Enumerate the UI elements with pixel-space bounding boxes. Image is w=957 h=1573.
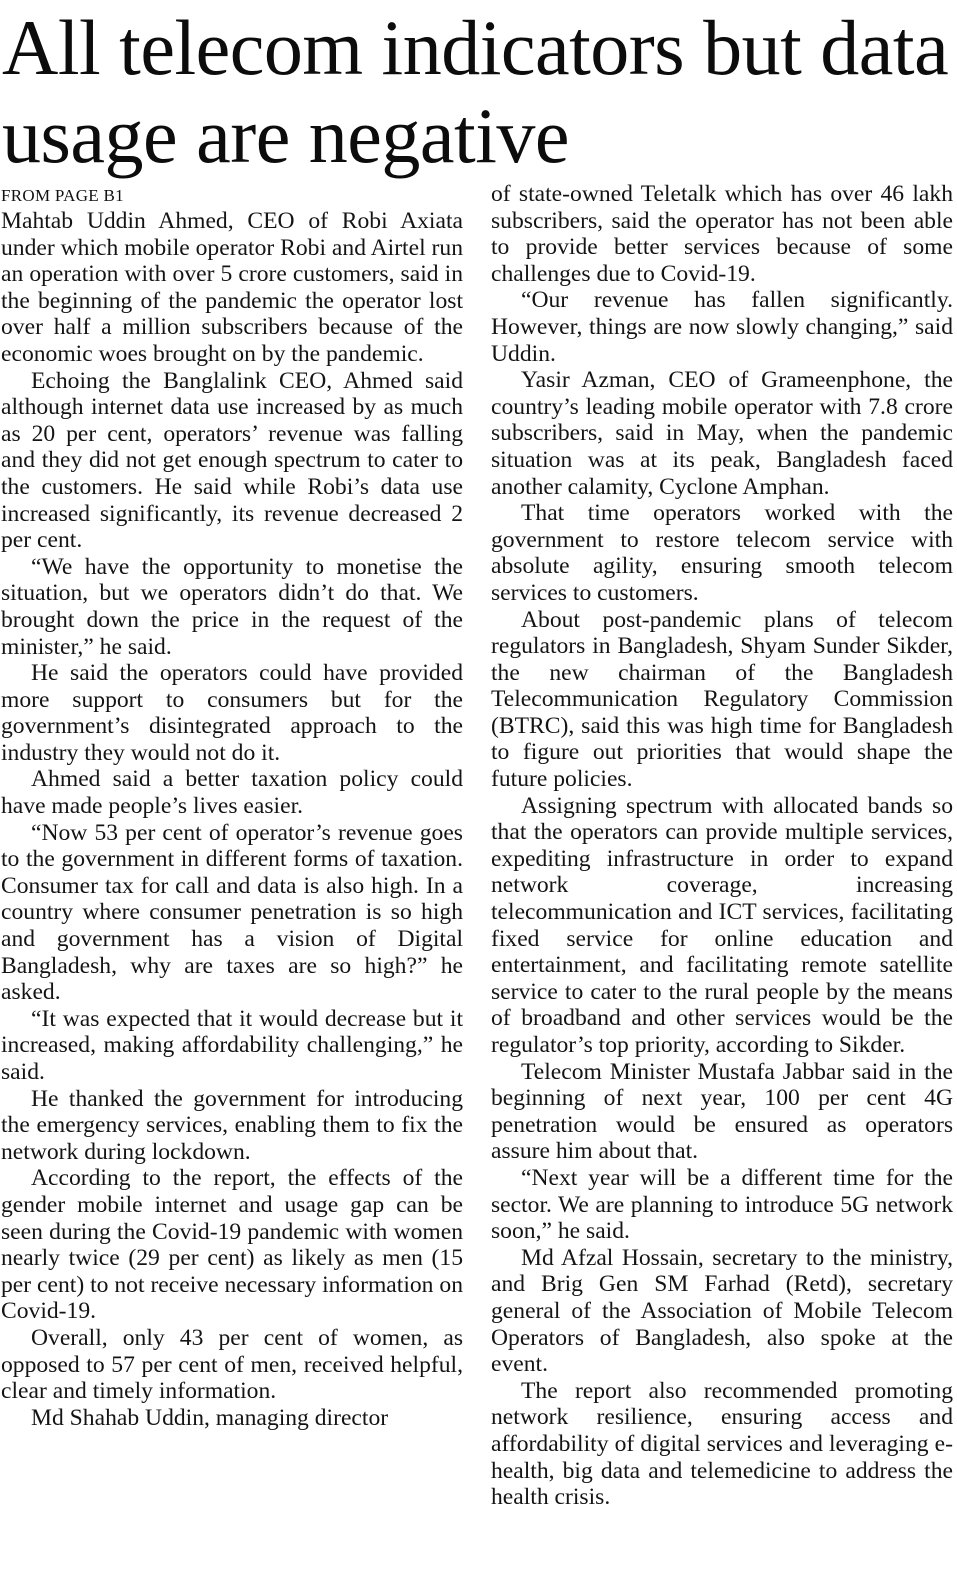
continuation-kicker: FROM PAGE B1 bbox=[1, 186, 124, 205]
paragraph: Assigning spectrum with allocated bands so that the operators can provide multiple services, expediting infrastructure in order to expand network coverage, increasing telecommunication and ICT services, facilitating fixed service for online education and entertainment, and facilitating remote satellite service to cater to the rural people by the means of broadband and other services would be the regulator’s top priority, according to Sikder. bbox=[491, 792, 953, 1058]
paragraph: According to the report, the effects of the gender mobile internet and usage gap can be seen during the Covid-19 pandemic with women nearly twice (29 per cent) as likely as men (15 per cent) to not receive necessary information on Covid-19. bbox=[1, 1165, 463, 1325]
paragraph: Yasir Azman, CEO of Grameenphone, the country’s leading mobile operator with 7.8 crore subscribers, said in May, when the pandemic situation was at its peak, Bangladesh faced another calamity, Cyclone Amphan. bbox=[491, 367, 953, 500]
left-column bbox=[1, 184, 463, 1431]
paragraph: Md Shahab Uddin, managing director bbox=[31, 1404, 389, 1431]
paragraph: Telecom Minister Mustafa Jabbar said in the beginning of next year, 100 per cent 4G penetration would be ensured as operators assure him about that. bbox=[491, 1058, 953, 1165]
paragraph: Md Afzal Hossain, secretary to the ministry, and Brig Gen SM Farhad (Retd), secretary general of the Association of Mobile Telecom Operators of Bangladesh, also spoke at the event. bbox=[491, 1244, 953, 1378]
right-column bbox=[491, 181, 953, 1511]
paragraph: of state-owned Teletalk which has over 46 lakh subscribers, said the operator has not been able to provide better services because of some challenges due to Covid-19. bbox=[491, 181, 953, 287]
paragraph: “We have the opportunity to monetise the situation, but we operators didn’t do that. We brought down the price in the request of the minister,” he said. bbox=[1, 553, 463, 660]
paragraph: He thanked the government for introducing the emergency services, enabling them to fix the network during lockdown. bbox=[1, 1085, 463, 1165]
paragraph: “Now 53 per cent of operator’s revenue goes to the government in different forms of taxation. Consumer tax for call and data is also high. In a country where consumer penetration is so high and government has a vision of Digital Bangladesh, why are taxes are so high?” he asked. bbox=[1, 819, 463, 1006]
paragraph: “Our revenue has fallen significantly. However, things are now slowly changing,” said Uddin. bbox=[491, 287, 953, 367]
paragraph: That time operators worked with the government to restore telecom service with absolute agility, ensuring smooth telecom services to customers. bbox=[491, 500, 953, 606]
article-headline: All telecom indicators but data usage are negative bbox=[2, 4, 949, 179]
paragraph: He said the operators could have provided more support to consumers but for the government’s disintegrated approach to the industry they would not do it. bbox=[1, 660, 463, 766]
paragraph: Mahtab Uddin Ahmed, CEO of Robi Axiata under which mobile operator Robi and Airtel run an operation with over 5 crore customers, said in the beginning of the pandemic the operator lost over half a million subscribers because of the economic woes brought on by the pandemic. bbox=[1, 208, 463, 367]
paragraph: “It was expected that it would decrease but it increased, making affordability challenging,” he said. bbox=[1, 1005, 463, 1085]
paragraph: The report also recommended promoting network resilience, ensuring access and affordability of digital services and leveraging e-health, big data and telemedicine to address the health crisis. bbox=[491, 1377, 953, 1511]
paragraph: Ahmed said a better taxation policy could have made people’s lives easier. bbox=[1, 766, 463, 820]
paragraph: Overall, only 43 per cent of women, as opposed to 57 per cent of men, received helpful, clear and timely information. bbox=[1, 1324, 463, 1405]
paragraph: About post-pandemic plans of telecom regulators in Bangladesh, Shyam Sunder Sikder, the new chairman of the Bangladesh Telecommunication Regulatory Commission (BTRC), said this was high time for Bangladesh to figure out priorities that would shape the future policies. bbox=[491, 606, 953, 793]
paragraph: “Next year will be a different time for the sector. We are planning to introduce 5G network soon,” he said. bbox=[491, 1164, 953, 1245]
paragraph: Echoing the Banglalink CEO, Ahmed said although internet data use increased by as much as 20 per cent, operators’ revenue was falling and they did not get enough spectrum to cater to the customers. He said while Robi’s data use increased significantly, its revenue decreased 2 per cent. bbox=[1, 367, 463, 554]
